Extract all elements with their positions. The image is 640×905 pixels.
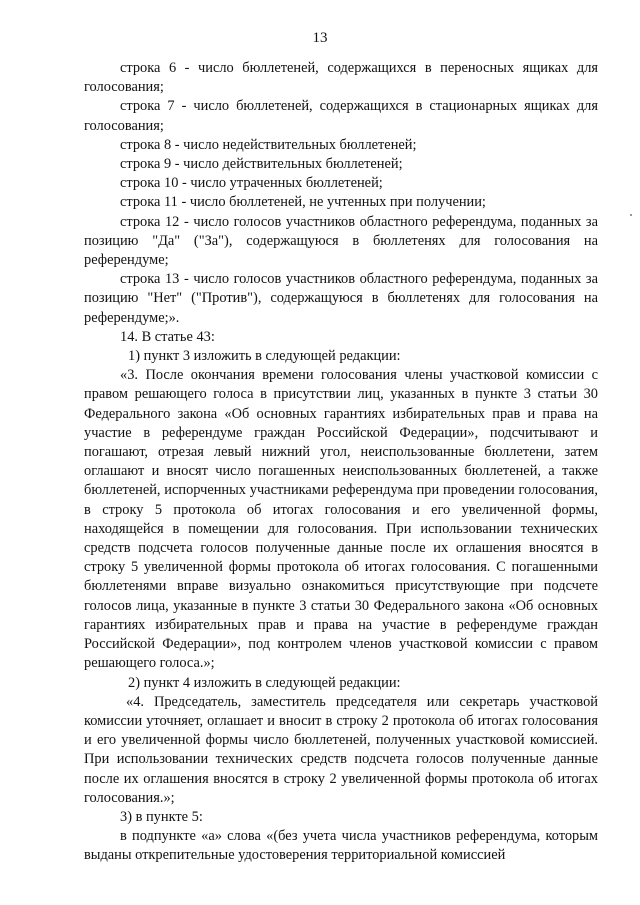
paragraph-line-12: строка 12 - число голосов участников областного референдума, поданных за позицию "Да" ("За"), содержащуюся в бюллетенях для голосования на референдуме; xyxy=(84,213,598,269)
paragraph-item-14: 14. В статье 43: xyxy=(120,328,215,345)
paragraph-line-10: строка 10 - число утраченных бюллетеней; xyxy=(120,175,383,192)
paragraph-subitem-1: 1) пункт 3 изложить в следующей редакции: xyxy=(128,348,401,365)
paragraph-clause-4: «4. Председатель, заместитель председателя или секретарь участковой комиссии уточняет, оглашает и вносит в строку 2 протокола об итогах голосования и его увеличенной формы число бюллетеней, полученных участковой комиссией. При использовании технических средств подсчета голосов полученные данные после их оглашения вносятся в строку 2 увеличенной формы протокола об итогах голосования.»; xyxy=(84,693,598,806)
document-body xyxy=(84,59,598,866)
paragraph-subitem-2: 2) пункт 4 изложить в следующей редакции: xyxy=(128,674,401,691)
paragraph-clause-3: «3. После окончания времени голосования члены участковой комиссии с правом решающего голоса в присутствии лиц, указанных в пункте 3 статьи 30 Федерального закона «Об основных гарантиях избирательных прав и права на участие в референдуме граждан Российской Федерации», подсчитывают и погашают, отрезая левый нижний угол, неиспользованные бюллетени, затем оглашают и вносят число погашенных неиспользованных бюллетеней, а также бюллетеней, испорченных участниками референдума при проведении голосования, в строку 5 протокола об итогах голосования и его увеличенной формы, находящейся в помещении для голосования. При использовании технических средств подсчета голосов полученные данные после их оглашения вносятся в строку 5 увеличенной формы протокола об итогах голосования. С погашенными бюллетенями вправе визуально ознакомиться присутствующие при подсчете голосов лица, указанные в пункте 3 статьи 30 Федерального закона «Об основных гарантиях избирательных прав и права на участие в референдуме граждан Российской Федерации», под контролем членов участковой комиссии с правом решающего голоса.»; xyxy=(84,367,598,672)
paragraph-subitem-3: 3) в пункте 5: xyxy=(120,808,203,825)
scan-speck xyxy=(630,214,632,216)
paragraph-line-8: строка 8 - число недействительных бюллетеней; xyxy=(120,136,417,153)
paragraph-line-13: строка 13 - число голосов участников областного референдума, поданных за позицию "Нет" ("Против"), содержащуюся в бюллетенях для голосования на референдуме;». xyxy=(84,271,598,326)
paragraph-line-7: строка 7 - число бюллетеней, содержащихся в стационарных ящиках для голосования; xyxy=(84,98,598,134)
paragraph-line-9: строка 9 - число действительных бюллетеней; xyxy=(120,156,403,173)
paragraph-line-6: строка 6 - число бюллетеней, содержащихся в переносных ящиках для голосования; xyxy=(84,60,598,96)
paragraph-subclause-a: в подпункте «а» слова «(без учета числа участников референдума, которым выданы открепительные удостоверения территориальной комиссией xyxy=(84,828,598,864)
page-number: 13 xyxy=(312,30,328,46)
paragraph-line-11: строка 11 - число бюллетеней, не учтенных при получении; xyxy=(120,194,486,211)
